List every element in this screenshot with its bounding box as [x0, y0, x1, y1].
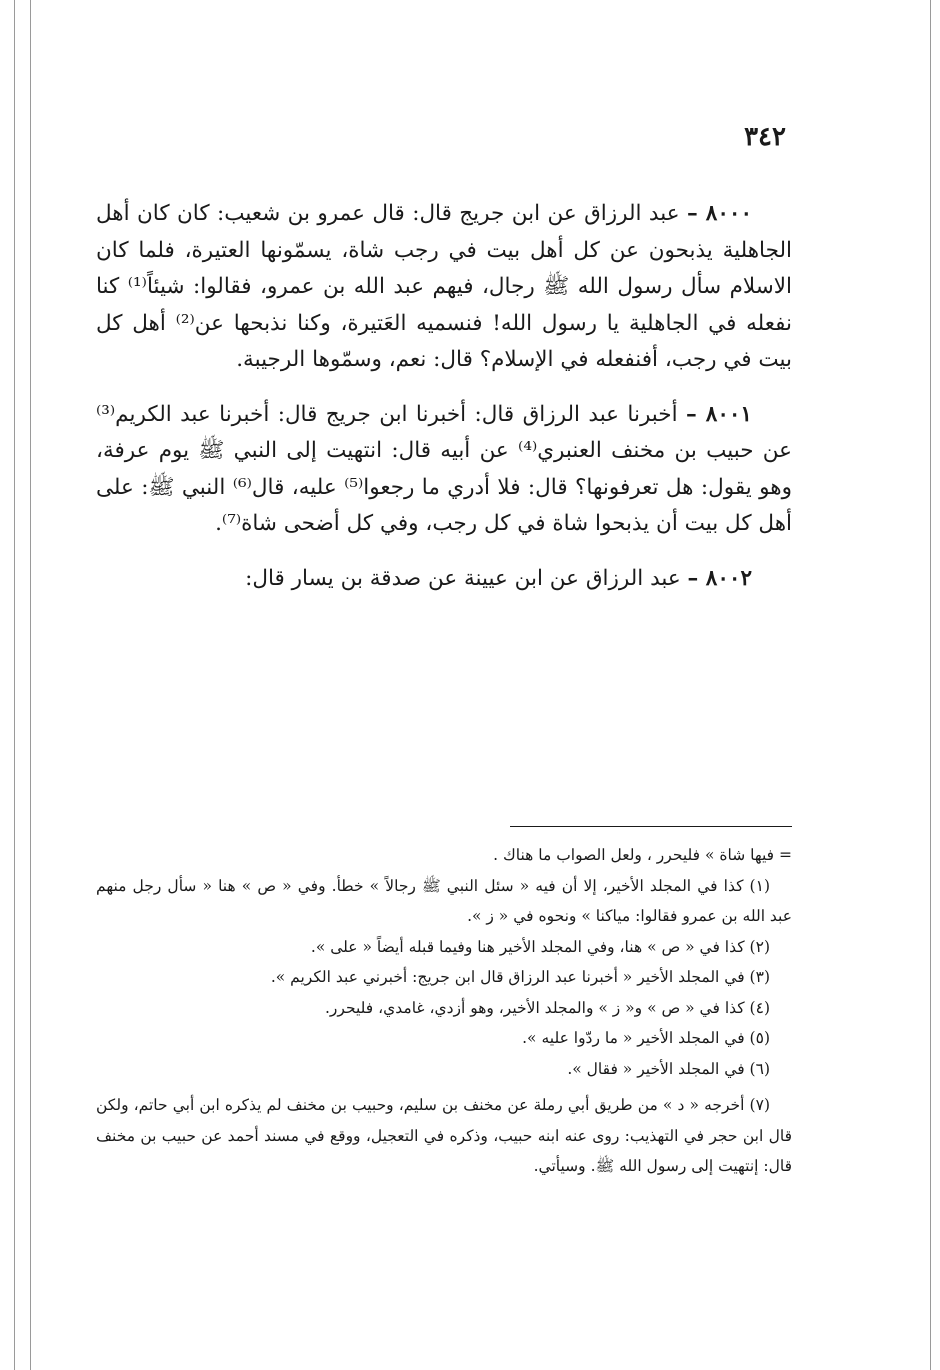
footnote-continuation: = فيها شاة » فليحرر ، ولعل الصواب ما هناك . — [493, 846, 792, 864]
hadith-text: عبد الرزاق عن ابن عيينة عن صدقة بن يسار قال: — [245, 565, 681, 591]
footnote-7: (٧) أخرجه « د » من طريق أبي رملة عن مخنف بن سليم، وحبيب بن مخنف لم يذكره ابن أبي حاتم، ولكن قال ابن حجر في التهذيب: روى عنه ابنه حبيب، وذكره في التعجيل، ووقع في مسند أحمد عن حبيب بن مخنف قال: إنتهيت إلى رسول الله ﷺ. وسيأتي. — [96, 1096, 792, 1175]
hadith-8001 — [96, 397, 792, 543]
footnote-4: (٤) كذا في « ص » و« ز » والمجلد الأخير، وهو أزدي، غامدي، فليحرر. — [325, 998, 770, 1017]
footnote-2: (٢) كذا في « ص » هنا، وفي المجلد الأخير هنا وفيما قبله أيضاً « على ». — [310, 937, 770, 956]
main-text — [96, 196, 792, 597]
hadith-8000 — [96, 196, 792, 379]
page-number: ٣٤٢ — [744, 122, 786, 152]
hadith-text: عبد الرزاق عن ابن جريج قال: قال عمرو بن شعيب: كان كان أهل الجاهلية يذبحون عن كل أهل بيت في رجب شاة، يسمّونها العتيرة، فلما كان الاسلام سأل رسول الله ﷺ رجال، فيهم عبد الله بن عمرو، فقالوا: شيئاً⁽¹⁾ كنا نفعله في الجاهلية يا رسول الله! فنسميه العَتيرة، وكنا نذبحها عن⁽²⁾ أهل كل بيت في رجب، أفنفعله في الإسلام؟ قال: نعم، وسمّوها الرجيبة. — [96, 201, 793, 372]
footnote-1: (١) كذا في المجلد الأخير، إلا أن فيه « سئل النبي ﷺ رجالاً » خطأ. وفي « ص » هنا « سأل رجل منهم عبد الله بن عمرو فقالوا: مياكنا » ونحوه في « ز ». — [96, 876, 792, 925]
hadith-8002 — [96, 561, 792, 598]
footnotes — [96, 840, 792, 1182]
hadith-number: ٨٠٠٢ – — [687, 565, 752, 591]
left-margin-rule-inner — [30, 0, 31, 1370]
footnote-5: (٥) في المجلد الأخير « ما ردّوا عليه ». — [522, 1029, 770, 1047]
hadith-text: أخبرنا عبد الرزاق قال: أخبرنا ابن جريج قال: أخبرنا عبد الكريم⁽³⁾ عن حبيب بن مخنف العنبري⁽⁴⁾ عن أبيه قال: انتهيت إلى النبي ﷺ يوم عرفة، وهو يقول: هل تعرفونها؟ قال: فلا أدري ما رجعوا⁽⁵⁾ عليه، قال⁽⁶⁾ النبي ﷺ: على أهل كل بيت أن يذبحوا شاة في كل رجب، وفي كل أضحى شاة⁽⁷⁾. — [96, 401, 792, 536]
hadith-number: ٨٠٠١ – — [685, 401, 752, 427]
left-margin-rule — [14, 0, 15, 1370]
footnote-separator — [510, 826, 792, 827]
footnote-6: (٦) في المجلد الأخير « فقال ». — [567, 1059, 770, 1078]
hadith-number: ٨٠٠٠ – — [686, 201, 752, 226]
footnote-3: (٣) في المجلد الأخير « أخبرنا عبد الرزاق قال ابن جريج: أخبرني عبد الكريم ». — [270, 968, 770, 986]
right-margin-rule — [930, 0, 931, 1370]
